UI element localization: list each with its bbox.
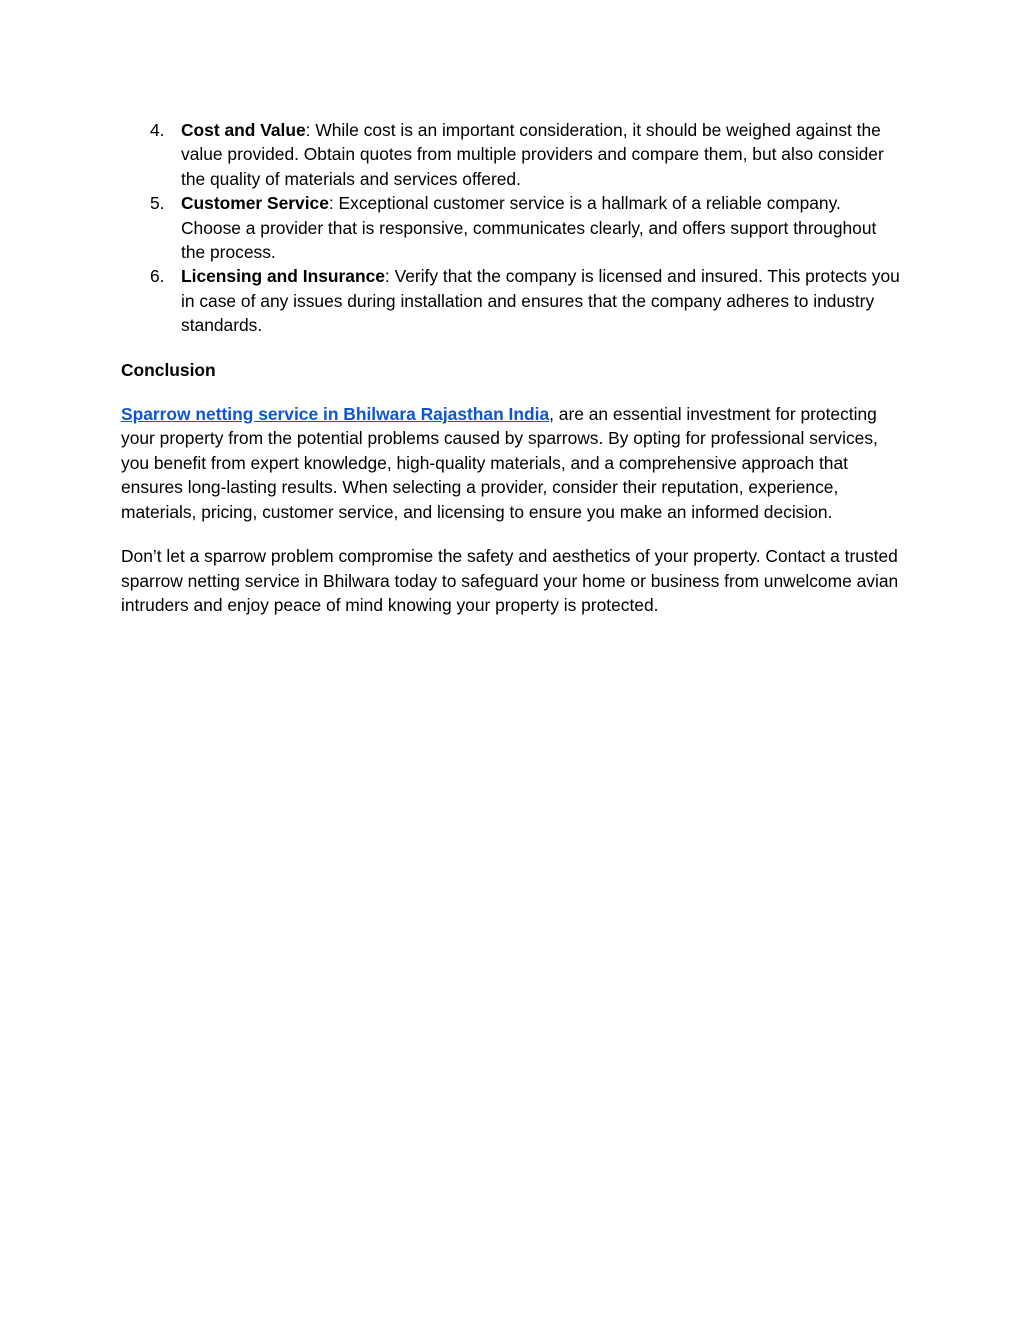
conclusion-heading: Conclusion [121, 359, 216, 380]
list-item-number: 4. [150, 120, 165, 140]
list-item-cost-and-value [121, 118, 901, 191]
list-item-text: : Exceptional customer service is a hallmark of a reliable company. Choose a provider that is responsive, communicates clearly, and offers support throughout the process. [181, 193, 877, 263]
list-item-title: Licensing and Insurance [181, 266, 385, 287]
list-item-title: Cost and Value [181, 120, 306, 140]
sparrow-netting-link[interactable]: Sparrow netting service in Bhilwara Rajasthan India [121, 404, 550, 425]
list-item-text: : Verify that the company is licensed and insured. This protects you in case of any issues during installation and ensures that the company adheres to industry standards. [181, 266, 900, 336]
numbered-list [121, 118, 901, 338]
list-item-licensing-and-insurance [121, 264, 901, 337]
list-item-text: : While cost is an important consideration, it should be weighed against the value provided. Obtain quotes from multiple providers and compare them, but also consider the quality of materials and services offered. [181, 120, 884, 189]
document-page [121, 118, 901, 617]
list-item-customer-service [121, 191, 901, 264]
list-item-title: Customer Service [181, 193, 329, 214]
list-item-number: 6. [150, 266, 165, 287]
conclusion-paragraph-1 [121, 402, 901, 524]
conclusion-paragraph-2: Don’t let a sparrow problem compromise the safety and aesthetics of your property. Contact a trusted sparrow netting service in Bhilwara today to safeguard your home or business from unwelcome avian intruders and enjoy peace of mind knowing your property is protected. [121, 546, 899, 615]
conclusion-paragraph-1-text: , are an essential investment for protecting your property from the potential problems caused by sparrows. By opting for professional services, you benefit from expert knowledge, high-quality materials, and a comprehensive approach that ensures long-lasting results. When selecting a provider, consider their reputation, experience, materials, pricing, customer service, and licensing to ensure you make an informed decision. [121, 404, 878, 522]
list-item-number: 5. [150, 193, 165, 214]
